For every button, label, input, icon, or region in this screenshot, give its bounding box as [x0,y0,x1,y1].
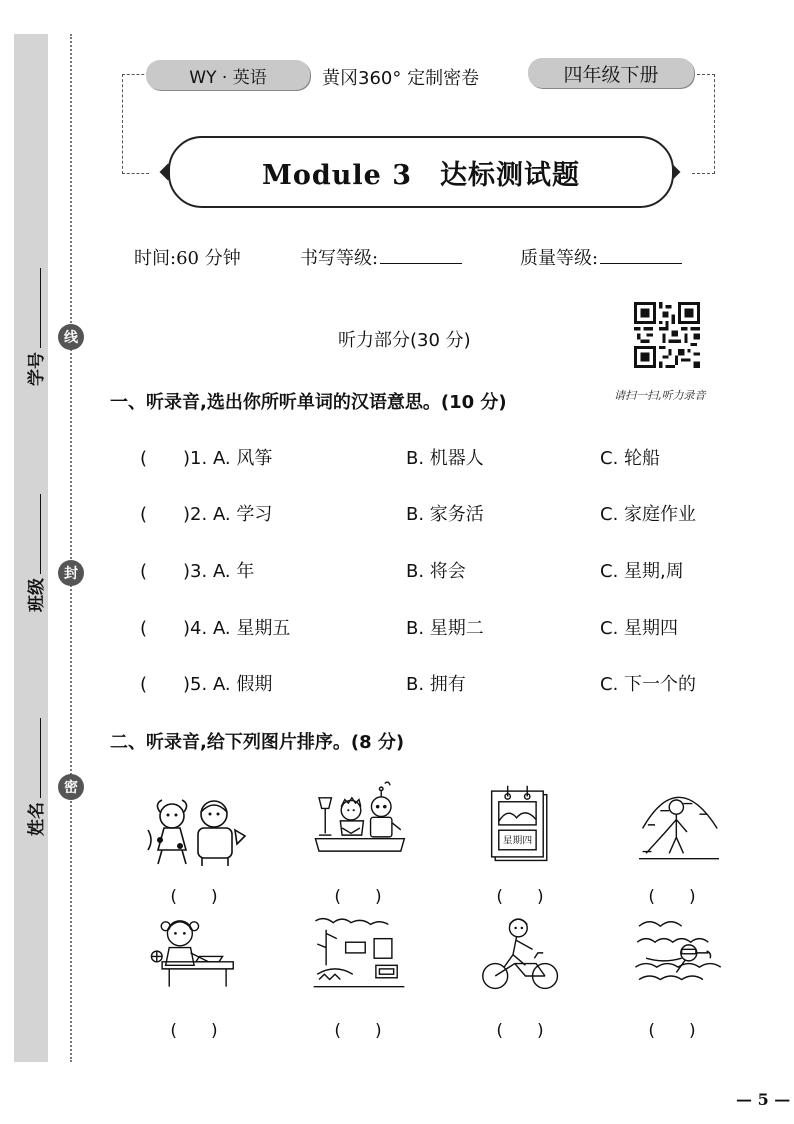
order-blank-1[interactable]: ( ) [170,887,218,907]
brand-text: 黄冈360° 定制密卷 [322,68,480,89]
option-b: B. 拥有 [406,674,466,695]
class-label: 班级 [27,578,47,612]
order-blank-8[interactable]: ( ) [648,1021,696,1041]
option-c: C. 轮船 [600,448,661,469]
order-blank-5[interactable]: ( ) [170,1021,218,1041]
time-label: 时间:60 分钟 [134,248,241,269]
title-banner [168,136,674,208]
time-info [134,244,241,270]
student-number-line [28,268,41,348]
page-title: Module 3 达标测试题 [261,159,581,191]
section2-title: 二、听录音,给下列图片排序。(8 分) [110,732,405,753]
qr-caption: 请扫一扫,听力录音 [614,389,706,402]
question-row[interactable] [140,670,740,698]
garden-picture [304,912,414,992]
quality-grade-label: 质量等级: [520,248,599,269]
name-label: 姓名 [27,802,47,836]
question-stem: ( )4. A. 星期五 [140,618,291,639]
order-blank-3[interactable]: ( ) [496,887,544,907]
writing-grade-field[interactable] [300,244,462,270]
question-stem: ( )3. A. 年 [140,561,255,582]
calendar-label: 星期四 [502,835,533,847]
order-blank-6[interactable]: ( ) [334,1021,382,1041]
order-blank-4[interactable]: ( ) [648,887,696,907]
question-row[interactable] [140,444,740,472]
option-b: B. 家务活 [406,504,484,525]
header-frame-right [692,74,715,174]
question-row[interactable] [140,500,740,528]
header-frame-left [122,74,149,174]
class-field[interactable] [22,494,47,612]
quality-grade-blank[interactable] [600,263,682,264]
section1-title: 一、听录音,选出你所听单词的汉语意思。(10 分) [110,392,507,413]
option-b: B. 机器人 [406,448,484,469]
boy-robot-picture [304,780,414,860]
qr-code-icon[interactable] [634,302,700,368]
quality-grade-field[interactable] [520,244,682,270]
swimmer-picture [624,912,734,992]
question-stem: ( )1. A. 风筝 [140,448,273,469]
calendar-picture [466,784,576,864]
writing-grade-blank[interactable] [380,263,462,264]
option-b: B. 星期二 [406,618,484,639]
option-b: B. 将会 [406,561,466,582]
option-c: C. 星期,周 [600,561,684,582]
question-row[interactable] [140,614,740,642]
page-number: — 5 — [736,1090,791,1109]
grade-pill: 四年级下册 [528,58,694,88]
seal-secret: 密 [58,774,84,800]
seal-line: 线 [58,324,84,350]
seal-seal: 封 [58,560,84,586]
man-sweeping-picture [624,784,734,864]
boy-bicycle-picture [466,912,576,992]
name-field[interactable] [22,718,47,836]
question-stem: ( )5. A. 假期 [140,674,273,695]
option-c: C. 星期四 [600,618,679,639]
question-stem: ( )2. A. 学习 [140,504,273,525]
writing-grade-label: 书写等级: [300,248,379,269]
option-c: C. 家庭作业 [600,504,697,525]
binding-dotted-line [70,34,72,1062]
name-line [28,718,41,798]
option-c: C. 下一个的 [600,674,697,695]
student-number-label: 学号 [27,352,47,386]
girl-homework-picture [140,912,250,992]
subject-pill: WY · 英语 [146,60,310,90]
question-row[interactable] [140,557,740,585]
listening-heading: 听力部分(30 分) [338,330,471,351]
class-line [28,494,41,574]
family-kite-picture [140,790,250,870]
order-blank-2[interactable]: ( ) [334,887,382,907]
student-number-field[interactable] [22,268,47,386]
order-blank-7[interactable]: ( ) [496,1021,544,1041]
